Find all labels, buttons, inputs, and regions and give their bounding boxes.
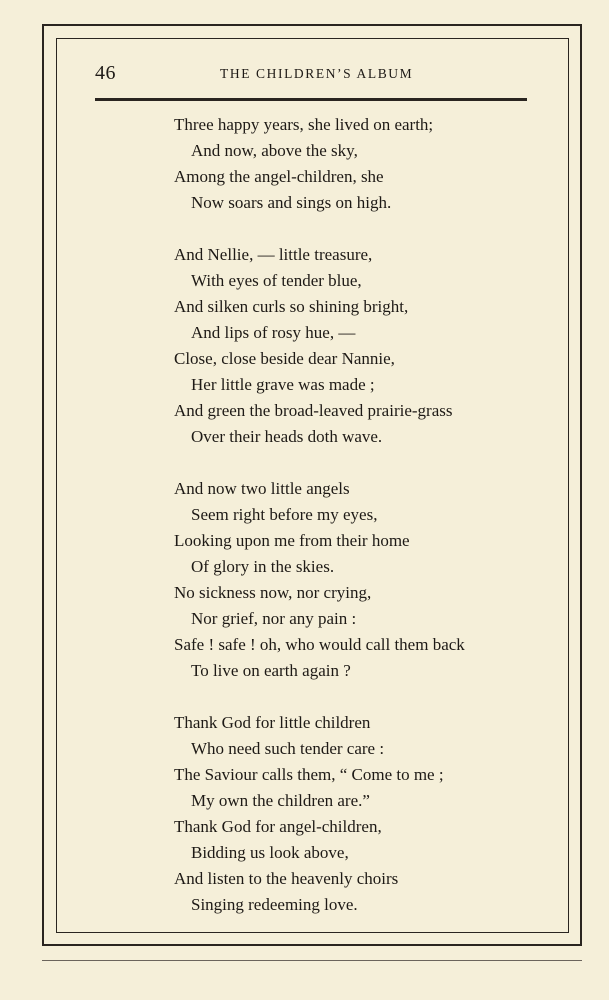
poem-line: Bidding us look above, xyxy=(191,843,349,862)
stanza-2 xyxy=(174,242,544,450)
poem-line: My own the children are.” xyxy=(191,791,370,810)
poem-line: The Saviour calls them, “ Come to me ; xyxy=(174,765,444,784)
poem-line: And Nellie, — little treasure, xyxy=(174,245,373,264)
poem-line: Singing redeeming love. xyxy=(191,895,358,914)
poem-line: Nor grief, nor any pain : xyxy=(191,609,357,628)
poem-line: And listen to the heavenly choirs xyxy=(174,869,399,888)
stanza-1 xyxy=(174,112,544,216)
poem-line: Thank God for little children xyxy=(174,713,371,732)
poem-line: Three happy years, she lived on earth; xyxy=(174,115,434,134)
poem-line: Who need such tender care : xyxy=(191,739,385,758)
bottom-rule xyxy=(42,960,582,961)
page-header xyxy=(95,58,525,98)
poem-line: And now, above the sky, xyxy=(191,141,358,160)
stanza-3 xyxy=(174,476,544,684)
poem-line: Safe ! safe ! oh, who would call them back xyxy=(174,635,465,654)
poem-line: Among the angel-children, she xyxy=(174,167,384,186)
poem-line: And silken curls so shining bright, xyxy=(174,297,409,316)
poem-body xyxy=(174,112,544,918)
poem-line: And green the broad-leaved prairie-grass xyxy=(174,401,453,420)
header-rule xyxy=(95,98,527,101)
stanza-4 xyxy=(174,710,544,918)
page-number: 46 xyxy=(95,62,116,84)
poem-line: Over their heads doth wave. xyxy=(191,427,383,446)
poem-line: And now two little angels xyxy=(174,479,350,498)
poem-line: With eyes of tender blue, xyxy=(191,271,362,290)
poem-line: Of glory in the skies. xyxy=(191,557,335,576)
running-title: THE CHILDREN’S ALBUM xyxy=(220,66,414,81)
poem-line: Looking upon me from their home xyxy=(174,531,410,550)
poem-line: Thank God for angel-children, xyxy=(174,817,382,836)
poem-line: Close, close beside dear Nannie, xyxy=(174,349,395,368)
poem-line: To live on earth again ? xyxy=(191,661,351,680)
poem-line: No sickness now, nor crying, xyxy=(174,583,372,602)
poem-line: Seem right before my eyes, xyxy=(191,505,378,524)
poem-line: Now soars and sings on high. xyxy=(191,193,392,212)
poem-line: Her little grave was made ; xyxy=(191,375,375,394)
poem-line: And lips of rosy hue, — xyxy=(191,323,356,342)
